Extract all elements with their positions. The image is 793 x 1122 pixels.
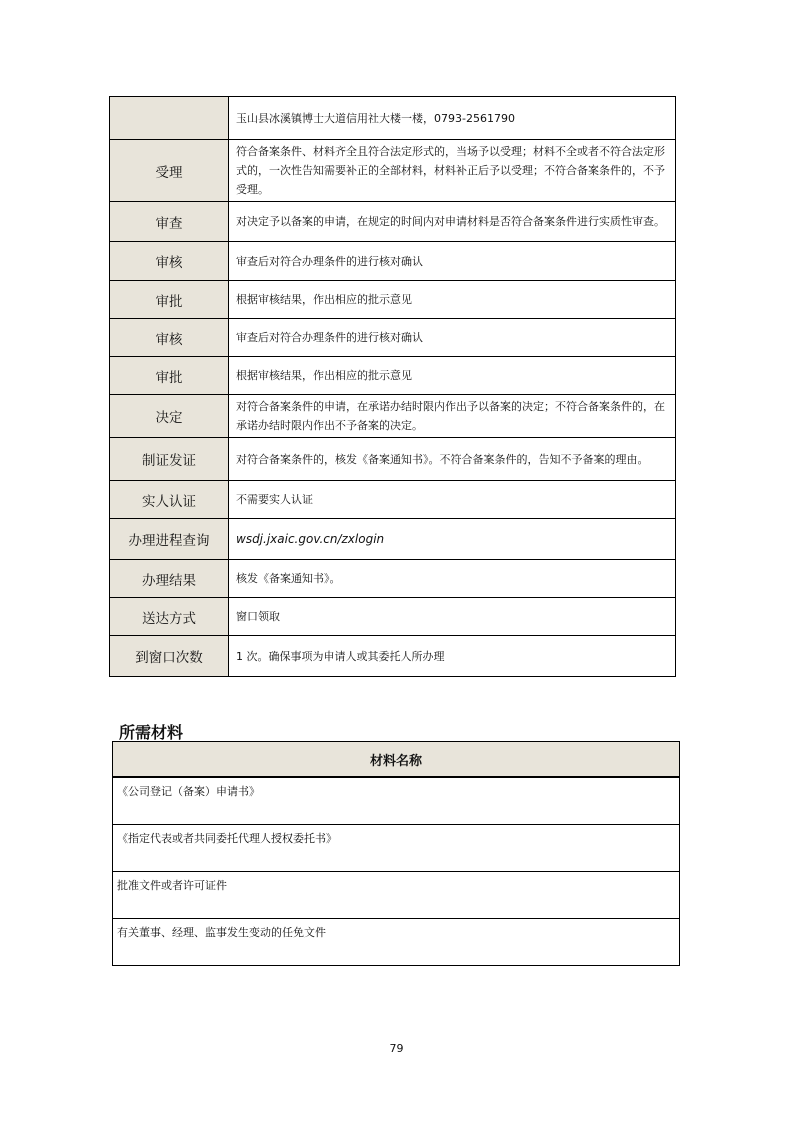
row-label: 办理结果 xyxy=(110,560,229,598)
row-label: 审批 xyxy=(110,281,229,319)
table-row xyxy=(110,519,676,560)
table-row xyxy=(113,825,680,872)
row-content: 对符合备案条件的，核发《备案通知书》。不符合备案条件的，告知不予备案的理由。 xyxy=(229,438,676,481)
row-label: 审批 xyxy=(110,357,229,395)
row-label xyxy=(110,97,229,140)
row-content: 审查后对符合办理条件的进行核对确认 xyxy=(229,242,676,281)
table-row xyxy=(110,560,676,598)
progress-query-url: wsdj.jxaic.gov.cn/zxlogin xyxy=(229,519,676,560)
row-content: 审查后对符合办理条件的进行核对确认 xyxy=(229,319,676,357)
row-label: 办理进程查询 xyxy=(110,519,229,560)
row-label: 决定 xyxy=(110,395,229,438)
row-content: 窗口领取 xyxy=(229,598,676,636)
table-row xyxy=(110,438,676,481)
row-label: 审查 xyxy=(110,202,229,242)
row-label: 送达方式 xyxy=(110,598,229,636)
material-item: 有关董事、经理、监事发生变动的任免文件 xyxy=(113,919,680,966)
table-row xyxy=(113,777,680,825)
table-row xyxy=(110,357,676,395)
table-row xyxy=(110,636,676,677)
row-content: 根据审核结果，作出相应的批示意见 xyxy=(229,281,676,319)
row-label: 制证发证 xyxy=(110,438,229,481)
row-content-address: 玉山县冰溪镇博士大道信用社大楼一楼，0793-2561790 xyxy=(229,97,676,140)
row-content: 1 次。确保事项为申请人或其委托人所办理 xyxy=(229,636,676,677)
row-label: 受理 xyxy=(110,140,229,202)
table-row xyxy=(110,395,676,438)
table-row xyxy=(110,481,676,519)
row-label: 实人认证 xyxy=(110,481,229,519)
row-content: 不需要实人认证 xyxy=(229,481,676,519)
row-label: 审核 xyxy=(110,242,229,281)
row-content: 对符合备案条件的申请，在承诺办结时限内作出予以备案的决定；不符合备案条件的，在承诺办结时限内作出不予备案的决定。 xyxy=(229,395,676,438)
row-content: 符合备案条件、材料齐全且符合法定形式的，当场予以受理；材料不全或者不符合法定形式的，一次性告知需要补正的全部材料，材料补正后予以受理；不符合备案条件的，不予受理。 xyxy=(229,140,676,202)
table-row xyxy=(110,319,676,357)
material-item: 《指定代表或者共同委托代理人授权委托书》 xyxy=(113,825,680,872)
material-item: 《公司登记（备案）申请书》 xyxy=(113,777,680,825)
table-row xyxy=(110,140,676,202)
table-row xyxy=(110,202,676,242)
row-content: 对决定予以备案的申请，在规定的时间内对申请材料是否符合备案条件进行实质性审查。 xyxy=(229,202,676,242)
table-row xyxy=(110,97,676,140)
table-row xyxy=(110,281,676,319)
page-number: 79 xyxy=(389,1042,404,1055)
material-item: 批准文件或者许可证件 xyxy=(113,872,680,919)
table-row xyxy=(110,242,676,281)
row-content: 根据审核结果，作出相应的批示意见 xyxy=(229,357,676,395)
table-row xyxy=(113,919,680,966)
row-label: 审核 xyxy=(110,319,229,357)
materials-table xyxy=(112,741,680,966)
materials-section-title: 所需材料 xyxy=(119,723,184,742)
row-label: 到窗口次数 xyxy=(110,636,229,677)
row-content: 核发《备案通知书》。 xyxy=(229,560,676,598)
table-row xyxy=(113,872,680,919)
process-table xyxy=(109,96,676,677)
table-row xyxy=(110,598,676,636)
materials-header: 材料名称 xyxy=(113,742,680,778)
